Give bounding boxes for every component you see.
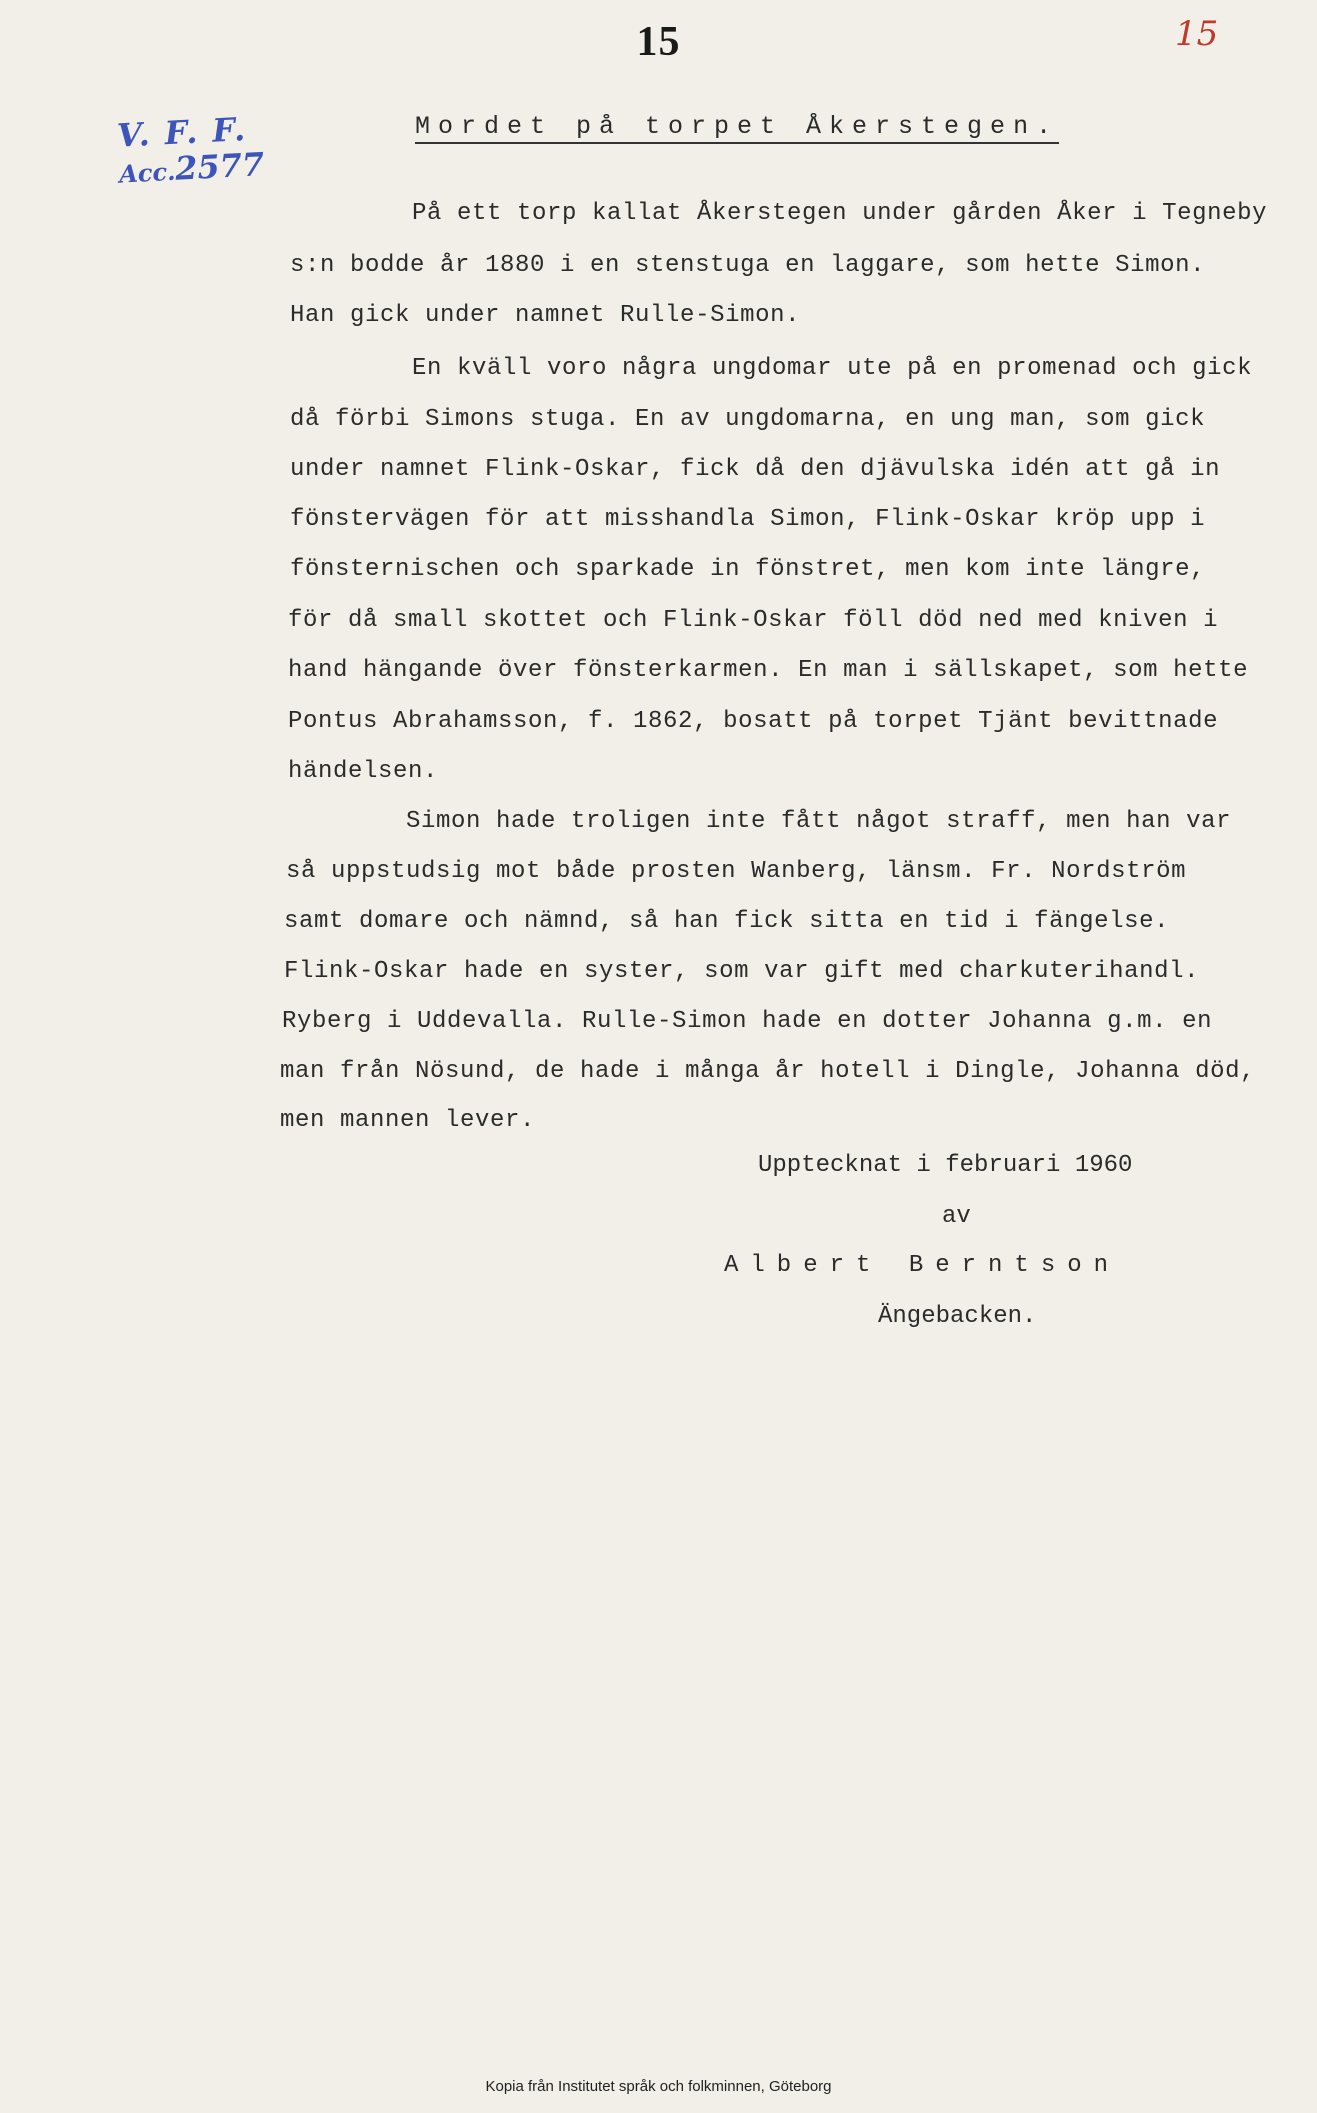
stamp-acc-prefix: Acc.	[118, 156, 177, 189]
paragraph-3-line-1: Simon hade troligen inte fått något straff, men han var	[406, 808, 1232, 835]
signature-place: Ängebacken.	[878, 1303, 1037, 1330]
signature-recorded-date: Upptecknat i februari 1960	[758, 1152, 1133, 1179]
page-number: 15	[636, 19, 681, 65]
paragraph-2-line-5: fönsternischen och sparkade in fönstret, men kom inte längre,	[290, 556, 1206, 583]
document-title: Mordet på torpet Åkerstegen.	[415, 112, 1059, 144]
paragraph-1-line-3: Han gick under namnet Rulle-Simon.	[290, 302, 801, 329]
paragraph-3-line-6: man från Nösund, de hade i många år hotell i Dingle, Johanna död,	[280, 1058, 1256, 1085]
paragraph-3-line-3: samt domare och nämnd, så han fick sitta en tid i fängelse.	[284, 908, 1170, 935]
paragraph-3-line-2: så uppstudsig mot både prosten Wanberg, länsm. Fr. Nordström	[286, 858, 1187, 885]
stamp-line-1: V. F. F.	[116, 109, 248, 155]
signature-author: Albert Berntson	[724, 1252, 1121, 1279]
paragraph-2-line-8: Pontus Abrahamsson, f. 1862, bosatt på torpet Tjänt bevittnade	[288, 708, 1219, 735]
paragraph-3-line-7: men mannen lever.	[280, 1107, 536, 1134]
paragraph-2-line-9: händelsen.	[288, 758, 439, 785]
paragraph-1-line-1: På ett torp kallat Åkerstegen under gården Åker i Tegneby	[412, 200, 1268, 227]
footer-copy-note: Kopia från Institutet språk och folkminnen, Göteborg	[485, 2078, 832, 2095]
paragraph-2-line-1: En kväll voro några ungdomar ute på en promenad och gick	[412, 355, 1253, 382]
handwritten-page-number: 15	[1175, 14, 1219, 54]
paragraph-1-line-2: s:n bodde år 1880 i en stenstuga en laggare, som hette Simon.	[290, 252, 1206, 279]
paragraph-2-line-7: hand hängande över fönsterkarmen. En man i sällskapet, som hette	[288, 657, 1249, 684]
paragraph-2-line-2: då förbi Simons stuga. En av ungdomarna, en ung man, som gick	[290, 406, 1206, 433]
signature-by: av	[942, 1203, 971, 1230]
paragraph-2-line-4: fönstervägen för att misshandla Simon, Flink-Oskar kröp upp i	[290, 506, 1206, 533]
archive-stamp	[116, 107, 300, 190]
paragraph-3-line-5: Ryberg i Uddevalla. Rulle-Simon hade en dotter Johanna g.m. en	[282, 1008, 1213, 1035]
stamp-line-2	[118, 143, 300, 190]
paragraph-2-line-6: för då small skottet och Flink-Oskar föll död ned med kniven i	[288, 607, 1219, 634]
paragraph-2-line-3: under namnet Flink-Oskar, fick då den djävulska idén att gå in	[290, 456, 1221, 483]
paragraph-3-line-4: Flink-Oskar hade en syster, som var gift med charkuterihandl.	[284, 958, 1200, 985]
stamp-acc-number: 2577	[174, 145, 266, 188]
